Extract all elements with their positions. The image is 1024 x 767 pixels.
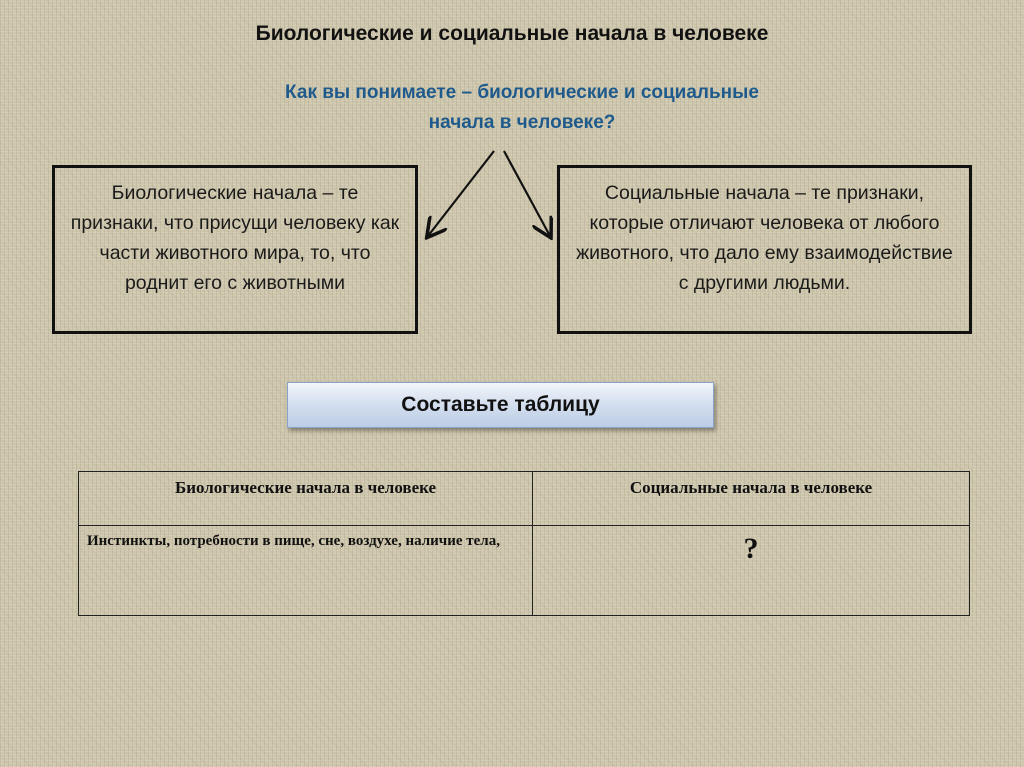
table-row xyxy=(79,526,970,616)
make-table-button[interactable]: Составьте таблицу xyxy=(287,382,714,428)
cell-social-question-mark: ? xyxy=(533,526,970,616)
slide-title: Биологические и социальные начала в человеке xyxy=(255,22,769,45)
arrow-right xyxy=(504,151,550,236)
table-header-row xyxy=(79,472,970,526)
biological-definition-text: Биологические начала – те признаки, что присущи человеку как части животного мира, то, что роднит его с животными xyxy=(70,182,400,294)
comparison-table xyxy=(78,471,970,616)
cell-biological: Инстинкты, потребности в пище, сне, воздухе, наличие тела, xyxy=(79,526,533,616)
header-biological: Биологические начала в человеке xyxy=(79,472,533,526)
social-definition-box xyxy=(557,165,972,334)
social-definition-text: Социальные начала – те признаки, которые отличают человека от любого животного, что дало ему взаимодействие с другими людьми. xyxy=(576,182,953,294)
header-social: Социальные начала в человеке xyxy=(533,472,970,526)
arrow-left xyxy=(428,151,494,236)
question-text: Как вы понимаете – биологические и социальные начала в человеке? xyxy=(285,82,759,133)
biological-definition-box xyxy=(52,165,418,334)
